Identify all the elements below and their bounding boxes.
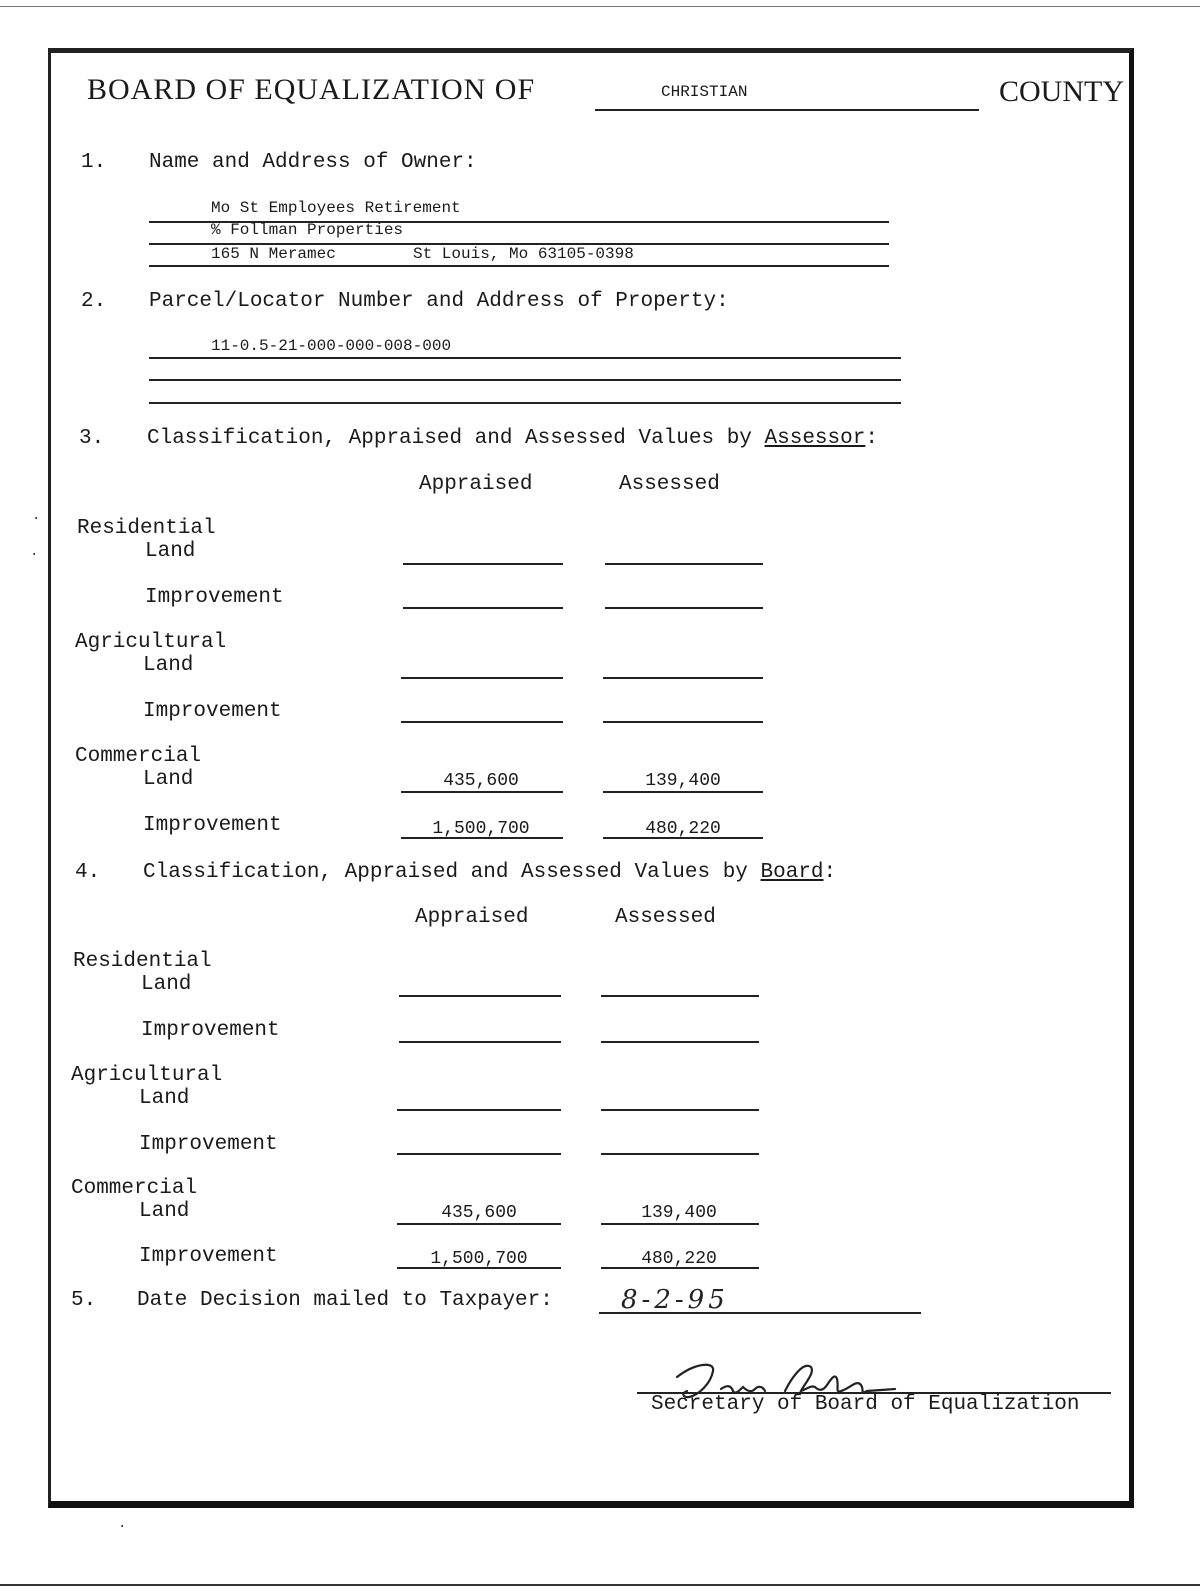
parcel-rule-3 [149,402,901,404]
county-name: CHRISTIAN [661,83,748,101]
section4-number: 4. [75,861,101,884]
s4-commercial-improvement: Improvement [139,1245,278,1268]
section2-number: 2. [81,290,107,313]
owner-line-2: % Follman Properties [211,221,404,239]
form-frame [48,48,1134,1508]
s4-commercial-land: Land [139,1200,190,1223]
parcel-rule-1 [149,357,901,359]
form-title: BOARD OF EQUALIZATION OF [87,73,536,106]
board-word: Board [760,861,824,884]
s4-residential-land: Land [141,973,192,996]
scan-speck: · [30,547,39,563]
s3-ag-imp-appraised-line [401,721,563,723]
s3-agricultural-improvement: Improvement [143,700,282,723]
s4-agricultural-land: Land [139,1087,190,1110]
s4-ag-land-assessed-line [601,1109,759,1111]
section1-number: 1. [81,151,107,174]
county-label: COUNTY [999,75,1124,108]
decision-date: 8-2-95 [621,1285,729,1315]
s4-com-imp-assessed: 480,220 [641,1249,717,1269]
s4-residential-improvement: Improvement [141,1019,280,1042]
s3-col-appraised: Appraised [419,473,533,496]
s4-ag-land-appraised-line [397,1109,561,1111]
s3-res-land-assessed-line [605,563,763,565]
s3-commercial: Commercial [75,745,202,768]
section5-label: Date Decision mailed to Taxpayer: [137,1289,553,1312]
s3-com-imp-assessed-line [603,837,763,839]
s3-com-land-assessed: 139,400 [645,771,721,791]
section1-label: Name and Address of Owner: [149,151,477,174]
s4-com-land-appraised-line [397,1223,561,1225]
s3-residential: Residential [77,517,216,540]
decision-date-line [599,1312,921,1314]
s4-col-assessed: Assessed [615,906,716,929]
s4-res-land-appraised-line [399,995,561,997]
s3-agricultural: Agricultural [75,631,227,654]
scan-speck: · [32,511,41,527]
signature-caption: Secretary of Board of Equalization [651,1393,1080,1416]
owner-line-1: Mo St Employees Retirement [211,199,461,217]
s4-com-land-assessed: 139,400 [641,1203,717,1223]
s3-com-imp-assessed: 480,220 [645,819,721,839]
s4-agricultural-improvement: Improvement [139,1133,278,1156]
s3-ag-imp-assessed-line [603,721,763,723]
s3-com-imp-appraised-line [401,837,563,839]
s4-com-imp-appraised-line [397,1267,561,1269]
section3-label: Classification, Appraised and Assessed Values by Assessor: [147,427,878,450]
s4-com-land-assessed-line [601,1223,759,1225]
s3-col-assessed: Assessed [619,473,720,496]
s4-com-imp-assessed-line [601,1267,759,1269]
scan-speck: · [118,1519,127,1535]
s3-commercial-improvement: Improvement [143,814,282,837]
s4-ag-imp-assessed-line [601,1153,759,1155]
s3-res-imp-assessed-line [605,607,763,609]
s3-com-land-appraised: 435,600 [443,771,519,791]
s4-com-imp-appraised: 1,500,700 [430,1249,528,1269]
parcel-rule-2 [149,379,901,381]
s4-residential: Residential [73,950,212,973]
section2-label: Parcel/Locator Number and Address of Property: [149,290,729,313]
s3-ag-land-appraised-line [401,677,563,679]
s4-res-land-assessed-line [601,995,759,997]
s3-agricultural-land: Land [143,654,194,677]
s4-commercial: Commercial [71,1177,198,1200]
owner-city: St Louis, Mo 63105-0398 [413,245,634,263]
section4-label: Classification, Appraised and Assessed Values by Board: [143,861,837,884]
s4-agricultural: Agricultural [71,1064,223,1087]
s3-commercial-land: Land [143,768,194,791]
parcel-number: 11-0.5-21-000-000-008-000 [211,337,452,355]
s4-res-imp-assessed-line [601,1041,759,1043]
s4-col-appraised: Appraised [415,906,529,929]
owner-street: 165 N Meramec [211,245,336,263]
section3-number: 3. [79,427,105,450]
s3-residential-land: Land [145,540,196,563]
section5-number: 5. [71,1289,97,1312]
scan-top-edge [0,6,1200,7]
s3-com-imp-appraised: 1,500,700 [432,819,530,839]
county-underline [595,109,979,111]
assessor-word: Assessor [764,427,866,450]
s3-com-land-appraised-line [401,791,563,793]
s3-com-land-assessed-line [603,791,763,793]
s4-ag-imp-appraised-line [397,1153,561,1155]
s3-res-imp-appraised-line [403,607,563,609]
s3-residential-improvement: Improvement [145,586,284,609]
scan-bottom-edge [0,1584,1200,1586]
owner-rule-3 [149,265,889,267]
s4-res-imp-appraised-line [399,1041,561,1043]
s3-ag-land-assessed-line [603,677,763,679]
s4-com-land-appraised: 435,600 [441,1203,517,1223]
s3-res-land-appraised-line [403,563,563,565]
